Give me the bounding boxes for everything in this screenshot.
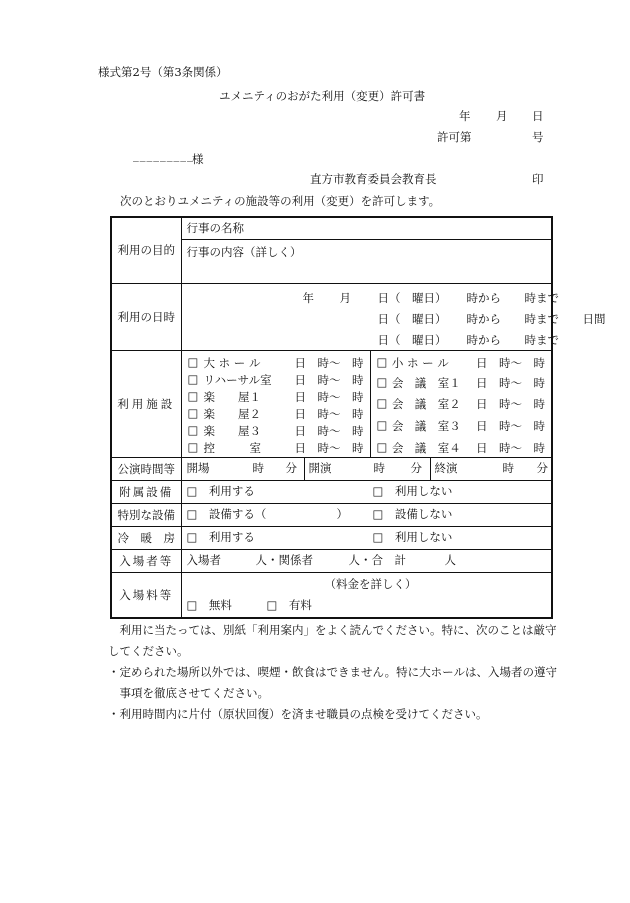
start-label: 開演 [308,460,332,475]
facility-checkbox[interactable]: □ [376,395,388,410]
facility-name: 控 室 [203,440,261,455]
attendees-field [181,549,552,572]
note-para-line-2: してください。 [108,644,189,658]
facility-name: 会 議 室２ [391,396,461,411]
open-time-cell [182,458,305,480]
date-month: 月 [496,109,508,123]
equipment-nouse-option[interactable]: □ 利用しない [372,483,453,498]
end-minute: 分 [536,460,548,475]
facility-time: 日 時～ 時 [476,375,545,390]
facility-time: 日 時～ 時 [476,440,545,455]
datetime-label: 利用の日時 [111,283,181,350]
purpose-row [111,217,552,239]
start-hour: 時 [373,460,385,475]
facility-name: 小 ホ ー ル [391,355,449,370]
visitors-unit: 人・関係者 [255,552,313,567]
aircon-field [181,526,552,549]
event-name-field: 行事の名称 [181,217,552,239]
datetime-row [111,283,552,350]
facility-time: 日 時～ 時 [476,396,545,411]
equipment-label: 附属設備 [111,480,181,503]
event-content-field: 行事の内容（詳しく） [181,239,552,283]
facility-name: 楽 屋１ [203,389,261,404]
facility-item [377,396,546,412]
facility-item [377,355,546,371]
aircon-label: 冷 暖 房 [111,526,181,549]
facilities-label: 利用施設 [111,350,181,457]
facility-checkbox[interactable]: □ [187,371,199,386]
facility-time: 日 時～ 時 [294,372,364,387]
facilities-row [111,350,552,457]
dt-from-2: 時から [466,311,501,326]
aircon-nouse-option[interactable]: □ 利用しない [372,529,453,544]
attendees-label: 入場者等 [111,549,181,572]
purpose-label: 利用の目的 [111,217,181,283]
fee-detail: （料金を詳しく） [324,576,417,591]
form-number: 様式第2号（第3条関係） [98,65,228,79]
special-field [181,503,552,526]
note-bullet-1-line-1: ・定められた場所以外では、喫煙・飲食はできません。特に大ホールは、入場者の遵守 [108,665,557,679]
facilities-left-column [182,351,371,457]
permit-suffix: 号 [532,130,544,144]
issuer: 直方市教育委員会教育長 [310,172,437,186]
aircon-use-option[interactable]: □ 利用する [186,529,255,544]
facility-time: 日 時～ 時 [294,423,364,438]
fee-row [111,572,552,618]
special-label: 特別な設備 [111,503,181,526]
facility-item [188,423,364,439]
seal-mark: 印 [532,172,544,186]
facility-name: リハーサル室 [203,372,272,387]
facility-item [188,372,364,388]
fee-paid-option[interactable]: □ 有料 [266,597,312,612]
dt-to-1: 時まで [524,290,559,305]
visitors-label: 入場者 [186,552,221,567]
fee-free-option[interactable]: □ 無料 [186,597,232,612]
end-label: 終演 [434,460,458,475]
facility-item [188,406,364,422]
facility-checkbox[interactable]: □ [376,374,388,389]
dt-to-2: 時まで [524,311,559,326]
permit-label: 許可第 [437,130,472,144]
facility-item [377,375,546,391]
date-year: 年 [459,109,471,123]
facility-time: 日 時～ 時 [294,440,364,455]
total-unit: 人 [444,552,456,567]
dt-from-3: 時から [466,332,501,347]
date-day: 日 [532,109,544,123]
intro-text: 次のとおりユメニティの施設等の利用（変更）を許可します。 [120,194,441,208]
performance-label: 公演時間等 [111,457,181,480]
page-title: ユメニティのおがた利用（変更）許可書 [219,89,426,103]
facility-checkbox[interactable]: □ [187,422,199,437]
performance-row [111,457,552,480]
dt-day-1: 日（ 曜日） [377,290,447,305]
dt-year: 年 [302,290,314,305]
notes-block [108,620,568,725]
addressee-suffix: 様 [192,152,204,166]
open-minute: 分 [285,460,297,475]
dt-period: 日間 [582,311,606,326]
facility-item [188,389,364,405]
dt-day-3: 日（ 曜日） [377,332,447,347]
facility-item [377,440,546,456]
facility-name: 会 議 室４ [391,440,461,455]
fee-label: 入場料等 [111,572,181,618]
facility-name: 楽 屋２ [203,406,261,421]
facility-item [377,418,546,434]
equipment-row [111,480,552,503]
facility-time: 日 時～ 時 [476,418,545,433]
note-bullet-1-line-2: 事項を徹底させてください。 [108,686,269,700]
start-time-cell [305,458,431,480]
facility-item [188,355,364,371]
equipment-use-option[interactable]: □ 利用する [186,483,255,498]
staff-unit: 人・合 計 [348,552,406,567]
aircon-row [111,526,552,549]
note-bullet-2: ・利用時間内に片付（原状回復）を済ませ職員の点検を受けてください。 [108,707,488,721]
facility-checkbox[interactable]: □ [187,439,199,454]
facility-checkbox[interactable]: □ [376,417,388,432]
facility-checkbox[interactable]: □ [187,405,199,420]
start-minute: 分 [410,460,422,475]
facility-name: 会 議 室３ [391,418,461,433]
facility-item [188,440,364,456]
special-use-option[interactable]: □ 設備する（ [186,506,267,521]
facilities-right-column [371,351,552,457]
end-time-cell [431,458,552,480]
facility-time: 日 時～ 時 [294,355,364,370]
facility-name: 楽 屋３ [203,423,261,438]
facilities-field [181,350,552,457]
performance-field [181,457,552,480]
special-close-paren: ） [336,506,348,521]
dt-from-1: 時から [466,290,501,305]
dt-day-2: 日（ 曜日） [377,311,447,326]
permit-form-table [110,216,606,619]
equipment-field [181,480,552,503]
facility-checkbox[interactable]: □ [187,354,199,369]
open-label: 開場 [186,460,210,475]
addressee-blank: _________ [133,148,194,162]
facility-checkbox[interactable]: □ [187,388,199,403]
open-hour: 時 [252,460,264,475]
facility-checkbox[interactable]: □ [376,354,388,369]
end-hour: 時 [502,460,514,475]
facility-name: 大 ホ ー ル [203,355,261,370]
facility-time: 日 時～ 時 [294,389,364,404]
special-nouse-option[interactable]: □ 設備しない [372,506,453,521]
facility-time: 日 時～ 時 [476,355,545,370]
attendees-row [111,549,552,572]
facility-time: 日 時～ 時 [294,406,364,421]
dt-to-3: 時まで [524,332,559,347]
fee-field [181,572,552,618]
facility-name: 会 議 室１ [391,375,461,390]
datetime-field [181,283,606,350]
facility-checkbox[interactable]: □ [376,439,388,454]
note-para-line-1: 利用に当たっては、別紙「利用案内」をよく読んでください。特に、次のことは厳守 [108,623,557,637]
special-row [111,503,552,526]
dt-month: 月 [339,290,351,305]
